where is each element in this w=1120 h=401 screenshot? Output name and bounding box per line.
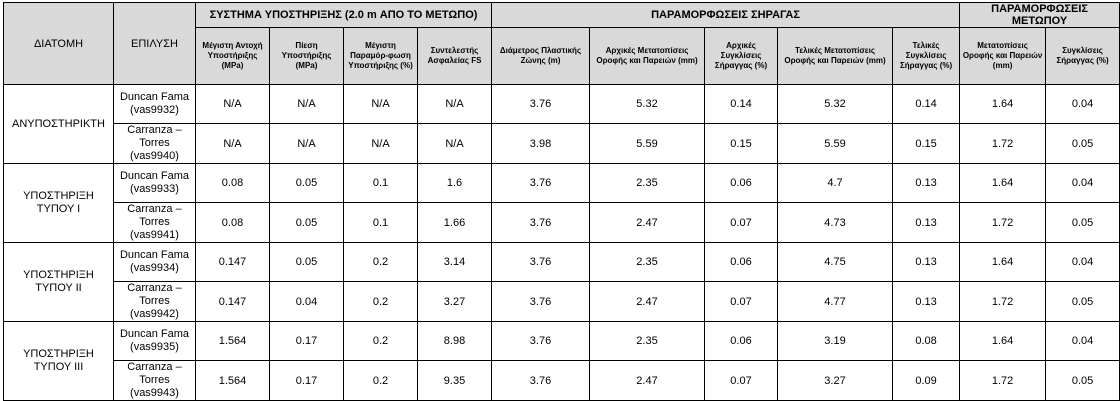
method-cell: Duncan Fama (vas9935)	[114, 322, 196, 361]
value-cell: 0.1	[344, 164, 418, 203]
value-cell: 2.47	[590, 361, 705, 401]
value-cell: 5.59	[778, 124, 893, 164]
value-cell: N/A	[418, 85, 492, 124]
value-cell: 5.59	[590, 124, 705, 164]
value-cell: 0.05	[270, 164, 344, 203]
value-cell: 0.06	[705, 164, 778, 203]
value-cell: 0.147	[196, 282, 270, 322]
value-cell: 0.07	[705, 361, 778, 401]
value-cell: 2.35	[590, 164, 705, 203]
table-row	[4, 322, 1120, 361]
value-cell: 0.147	[196, 243, 270, 282]
value-cell: 1.66	[418, 203, 492, 243]
value-cell: 2.35	[590, 322, 705, 361]
value-cell: 3.76	[492, 203, 590, 243]
value-cell: 0.09	[893, 361, 960, 401]
table-row	[4, 243, 1120, 282]
section-name-cell: ΥΠΟΣΤΗΡΙΞΗ ΤΥΠΟΥ ΙΙ	[4, 243, 114, 322]
value-cell: 3.19	[778, 322, 893, 361]
value-cell: 0.05	[270, 203, 344, 243]
table-row	[4, 164, 1120, 203]
value-cell: 3.76	[492, 282, 590, 322]
value-cell: 3.76	[492, 164, 590, 203]
value-cell: 3.27	[418, 282, 492, 322]
method-cell: Duncan Fama (vas9933)	[114, 164, 196, 203]
value-cell: 1.72	[960, 282, 1046, 322]
value-cell: 5.32	[778, 85, 893, 124]
method-cell: Carranza – Torres (vas9941)	[114, 203, 196, 243]
value-cell: 3.14	[418, 243, 492, 282]
value-cell: N/A	[196, 85, 270, 124]
value-cell: 3.27	[778, 361, 893, 401]
value-cell: 0.1	[344, 203, 418, 243]
value-cell: 0.04	[1046, 164, 1120, 203]
value-cell: 1.64	[960, 322, 1046, 361]
value-cell: 0.06	[705, 243, 778, 282]
table-row	[4, 361, 1120, 401]
header-initial-convergence: Αρχικές Συγκλίσεις Σήραγγας (%)	[705, 28, 778, 85]
header-group-support: ΣΥΣΤΗΜΑ ΥΠΟΣΤΗΡΙΞΗΣ (2.0 m ΑΠΟ ΤΟ ΜΕΤΩΠΟ)	[196, 3, 492, 28]
value-cell: 3.98	[492, 124, 590, 164]
value-cell: 4.77	[778, 282, 893, 322]
header-face-convergence: Συγκλίσεις Σήραγγας (%)	[1046, 28, 1120, 85]
header-method: ΕΠΙΛΥΣΗ	[114, 3, 196, 85]
method-cell: Carranza – Torres (vas9940)	[114, 124, 196, 164]
value-cell: 3.76	[492, 85, 590, 124]
value-cell: N/A	[418, 124, 492, 164]
value-cell: 0.07	[705, 203, 778, 243]
value-cell: 0.05	[1046, 203, 1120, 243]
value-cell: N/A	[196, 124, 270, 164]
value-cell: 0.04	[1046, 85, 1120, 124]
table-body	[4, 85, 1120, 401]
value-cell: 3.76	[492, 243, 590, 282]
value-cell: 0.04	[1046, 322, 1120, 361]
method-cell: Carranza – Torres (vas9942)	[114, 282, 196, 322]
header-final-displacements: Τελικές Μετατοπίσεις Οροφής και Παρειών (mm)	[778, 28, 893, 85]
header-group-face: ΠΑΡΑΜΟΡΦΩΣΕΙΣ ΜΕΤΩΠΟΥ	[960, 3, 1120, 28]
value-cell: 0.14	[705, 85, 778, 124]
value-cell: 1.64	[960, 85, 1046, 124]
table-row	[4, 203, 1120, 243]
header-plastic-zone-diameter: Διάμετρος Πλαστικής Ζώνης (m)	[492, 28, 590, 85]
value-cell: 0.14	[893, 85, 960, 124]
value-cell: 4.7	[778, 164, 893, 203]
table-row	[4, 85, 1120, 124]
value-cell: 0.2	[344, 361, 418, 401]
header-initial-displacements: Αρχικές Μετατοπίσεις Οροφής και Παρειών (mm)	[590, 28, 705, 85]
value-cell: 1.72	[960, 361, 1046, 401]
value-cell: 0.2	[344, 243, 418, 282]
header-max-support-strength: Μέγιστη Αντοχή Υποστήριξης (MPa)	[196, 28, 270, 85]
section-name-cell: ΑΝΥΠΟΣΤΗΡΙΚΤΗ	[4, 85, 114, 164]
value-cell: 1.72	[960, 203, 1046, 243]
value-cell: 0.13	[893, 203, 960, 243]
value-cell: 0.06	[705, 322, 778, 361]
value-cell: 1.64	[960, 164, 1046, 203]
value-cell: 0.15	[705, 124, 778, 164]
value-cell: 0.17	[270, 361, 344, 401]
value-cell: 3.76	[492, 361, 590, 401]
value-cell: 1.72	[960, 124, 1046, 164]
value-cell: N/A	[270, 85, 344, 124]
value-cell: 0.05	[1046, 282, 1120, 322]
section-name-cell: ΥΠΟΣΤΗΡΙΞΗ ΤΥΠΟΥ ΙΙΙ	[4, 322, 114, 401]
value-cell: 2.35	[590, 243, 705, 282]
value-cell: 0.08	[893, 322, 960, 361]
header-support-pressure: Πίεση Υποστήριξης (MPa)	[270, 28, 344, 85]
value-cell: 0.17	[270, 322, 344, 361]
value-cell: N/A	[270, 124, 344, 164]
value-cell: 0.15	[893, 124, 960, 164]
value-cell: 8.98	[418, 322, 492, 361]
value-cell: 0.2	[344, 322, 418, 361]
value-cell: 0.2	[344, 282, 418, 322]
header-section: ΔΙΑΤΟΜΗ	[4, 3, 114, 85]
value-cell: 0.04	[1046, 243, 1120, 282]
value-cell: 0.05	[270, 243, 344, 282]
value-cell: 0.07	[705, 282, 778, 322]
value-cell: 0.13	[893, 164, 960, 203]
value-cell: 1.564	[196, 322, 270, 361]
value-cell: 4.75	[778, 243, 893, 282]
method-cell: Carranza – Torres (vas9943)	[114, 361, 196, 401]
value-cell: 0.05	[1046, 124, 1120, 164]
header-final-convergence: Τελικές Συγκλίσεις Σήραγγας (%)	[893, 28, 960, 85]
value-cell: 0.05	[1046, 361, 1120, 401]
value-cell: 5.32	[590, 85, 705, 124]
method-cell: Duncan Fama (vas9932)	[114, 85, 196, 124]
value-cell: 1.64	[960, 243, 1046, 282]
value-cell: 1.564	[196, 361, 270, 401]
value-cell: 3.76	[492, 322, 590, 361]
value-cell: 0.04	[270, 282, 344, 322]
value-cell: 0.13	[893, 282, 960, 322]
table-row	[4, 282, 1120, 322]
header-safety-factor: Συντελεστής Ασφαλείας FS	[418, 28, 492, 85]
value-cell: 0.08	[196, 203, 270, 243]
table-row	[4, 124, 1120, 164]
results-table	[3, 2, 1120, 401]
value-cell: N/A	[344, 85, 418, 124]
value-cell: 0.08	[196, 164, 270, 203]
value-cell: 0.13	[893, 243, 960, 282]
header-face-displacements: Μετατοπίσεις Οροφής και Παρειών (mm)	[960, 28, 1046, 85]
value-cell: 2.47	[590, 282, 705, 322]
header-group-tunnel: ΠΑΡΑΜΟΡΦΩΣΕΙΣ ΣΗΡΑΓΑΣ	[492, 3, 960, 28]
value-cell: 1.6	[418, 164, 492, 203]
value-cell: 2.47	[590, 203, 705, 243]
value-cell: N/A	[344, 124, 418, 164]
value-cell: 9.35	[418, 361, 492, 401]
method-cell: Duncan Fama (vas9934)	[114, 243, 196, 282]
section-name-cell: ΥΠΟΣΤΗΡΙΞΗ ΤΥΠΟΥ Ι	[4, 164, 114, 243]
header-max-support-strain: Μέγιστη Παραμόρ-φωση Υποστήριξης (%)	[344, 28, 418, 85]
value-cell: 4.73	[778, 203, 893, 243]
